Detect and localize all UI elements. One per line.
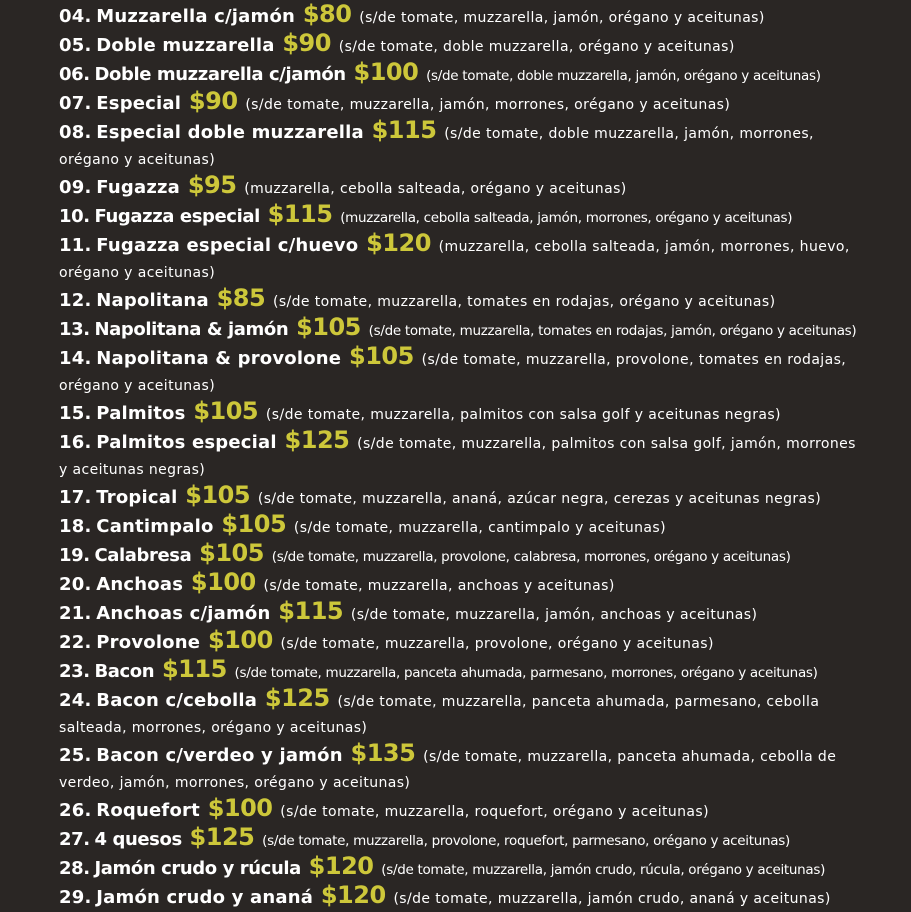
menu-item-price: $125	[284, 426, 350, 454]
menu-item-number: 23.	[59, 661, 90, 682]
menu-item-price: $105	[296, 313, 361, 341]
menu-item-name: Anchoas c/jamón	[96, 603, 271, 624]
menu-item-price: $100	[207, 794, 273, 822]
menu-item-price: $115	[371, 116, 437, 144]
menu-item-number: 12.	[59, 290, 92, 311]
menu-item-price: $115	[267, 200, 333, 228]
menu-item-name: Bacon c/cebolla	[96, 690, 258, 711]
menu-item-number: 13.	[59, 319, 90, 340]
menu-item-name: 4 quesos	[94, 829, 182, 850]
menu-item-price: $115	[161, 655, 227, 683]
menu-item-description: (s/de tomate, muzzarella, provolone, calabresa, morrones, orégano y aceitunas)	[271, 549, 791, 565]
menu-item-number: 05.	[59, 35, 92, 56]
menu-item-price: $120	[308, 852, 374, 880]
menu-item-number: 16.	[59, 432, 92, 453]
menu-item	[59, 173, 859, 202]
menu-item-name: Palmitos	[96, 403, 186, 424]
menu-item	[59, 796, 859, 825]
menu-item-name: Jamón crudo y rúcula	[94, 858, 301, 879]
menu-item-description: (s/de tomate, muzzarella, tomates en rodajas, orégano y aceitunas)	[272, 294, 776, 310]
menu-item-description: (s/de tomate, muzzarella, panceta ahumada, cebolla de verdeo, jamón, morrones, orégano y aceitunas)	[59, 749, 837, 791]
menu-item-description: (s/de tomate, muzzarella, tomates en rodajas, jamón, orégano y aceitunas)	[368, 323, 857, 339]
menu-item-name: Muzzarella c/jamón	[96, 6, 296, 27]
menu-item-number: 10.	[59, 206, 90, 227]
menu-item-number: 27.	[59, 829, 90, 850]
menu-item	[59, 570, 859, 599]
menu-item-name: Palmitos especial	[96, 432, 277, 453]
menu-item-name: Roquefort	[96, 800, 200, 821]
menu-item-price: $100	[207, 626, 273, 654]
menu-item-price: $120	[320, 881, 386, 909]
menu-item-name: Provolone	[96, 632, 201, 653]
menu-item-description: (muzzarella, cebolla salteada, jamón, morrones, orégano y aceitunas)	[340, 210, 793, 226]
menu-item-name: Bacon	[94, 661, 155, 682]
menu-item-name: Cantimpalo	[96, 516, 214, 537]
menu-item-description: (muzzarella, cebolla salteada, jamón, morrones, huevo, orégano y aceitunas)	[59, 239, 850, 281]
menu-item	[59, 231, 859, 286]
menu-item-name: Fugazza especial	[94, 206, 260, 227]
menu-item-price: $80	[302, 0, 352, 28]
menu-item-price: $105	[199, 539, 264, 567]
menu-item-description: (s/de tomate, muzzarella, panceta ahumada, parmesano, morrones, orégano y aceitunas)	[234, 665, 818, 681]
menu-item-price: $105	[349, 342, 414, 370]
menu-item-description: (s/de tomate, doble muzzarella, jamón, morrones, orégano y aceitunas)	[59, 126, 814, 168]
menu-item-number: 08.	[59, 122, 92, 143]
menu-item-description: (s/de tomate, doble muzzarella, jamón, orégano y aceitunas)	[426, 68, 821, 84]
menu-item-description: (s/de tomate, muzzarella, jamón crudo, ananá y aceitunas)	[393, 891, 831, 907]
menu-item-number: 04.	[59, 6, 92, 27]
menu-item	[59, 741, 859, 796]
menu-item-name: Napolitana	[96, 290, 209, 311]
menu-item	[59, 512, 859, 541]
menu-item-number: 21.	[59, 603, 92, 624]
menu-item-price: $105	[185, 481, 251, 509]
menu-item-name: Calabresa	[94, 545, 192, 566]
menu-item-price: $115	[278, 597, 344, 625]
menu-item-number: 26.	[59, 800, 92, 821]
menu-item	[59, 883, 859, 912]
menu-item-price: $90	[282, 29, 331, 57]
menu-item	[59, 202, 859, 231]
menu-item-name: Fugazza especial c/huevo	[96, 235, 359, 256]
menu-item-price: $120	[366, 229, 431, 257]
menu-item-name: Napolitana & provolone	[96, 348, 342, 369]
menu-item-price: $105	[221, 510, 287, 538]
pizza-menu-list	[59, 2, 859, 912]
menu-item-price: $125	[264, 684, 330, 712]
menu-item-price: $100	[190, 568, 256, 596]
menu-item-name: Jamón crudo y ananá	[96, 887, 314, 908]
menu-item-number: 14.	[59, 348, 92, 369]
menu-item-name: Doble muzzarella c/jamón	[94, 64, 346, 85]
menu-item-description: (s/de tomate, muzzarella, provolone, roquefort, parmesano, orégano y aceitunas)	[262, 833, 790, 849]
menu-item-number: 28.	[59, 858, 90, 879]
menu-item-description: (s/de tomate, muzzarella, jamón, morrones, orégano y aceitunas)	[245, 97, 731, 113]
menu-item-description: (s/de tomate, muzzarella, anchoas y aceitunas)	[263, 578, 615, 594]
menu-item-name: Especial doble muzzarella	[96, 122, 364, 143]
menu-item-name: Fugazza	[96, 177, 181, 198]
menu-item-description: (s/de tomate, muzzarella, provolone, tomates en rodajas, orégano y aceitunas)	[59, 352, 847, 394]
menu-item-number: 25.	[59, 745, 92, 766]
menu-item	[59, 657, 859, 686]
menu-item-price: $95	[187, 171, 237, 199]
menu-item	[59, 315, 859, 344]
menu-item	[59, 825, 859, 854]
menu-item-number: 06.	[59, 64, 90, 85]
menu-item-name: Napolitana & jamón	[94, 319, 289, 340]
menu-item-description: (s/de tomate, muzzarella, provolone, orégano y aceitunas)	[280, 636, 714, 652]
menu-item	[59, 286, 859, 315]
menu-item-number: 11.	[59, 235, 92, 256]
menu-item-number: 09.	[59, 177, 92, 198]
menu-item	[59, 541, 859, 570]
menu-item-description: (s/de tomate, doble muzzarella, orégano y aceitunas)	[338, 39, 735, 55]
menu-item	[59, 483, 859, 512]
menu-item-description: (s/de tomate, muzzarella, palmitos con salsa golf, jamón, morrones y aceitunas negras)	[59, 436, 856, 478]
menu-item-price: $125	[189, 823, 255, 851]
menu-item-price: $135	[350, 739, 416, 767]
menu-item	[59, 118, 859, 173]
menu-item	[59, 60, 859, 89]
menu-item-price: $85	[216, 284, 266, 312]
menu-item-name: Tropical	[96, 487, 178, 508]
menu-item-description: (s/de tomate, muzzarella, panceta ahumada, parmesano, cebolla salteada, morrones, orégano y aceitunas)	[59, 694, 820, 736]
menu-item-price: $90	[188, 87, 238, 115]
menu-item	[59, 31, 859, 60]
menu-item-price: $100	[353, 58, 419, 86]
menu-item-description: (s/de tomate, muzzarella, palmitos con salsa golf y aceitunas negras)	[265, 407, 781, 423]
menu-item	[59, 628, 859, 657]
menu-item	[59, 2, 859, 31]
menu-item	[59, 89, 859, 118]
menu-item-description: (s/de tomate, muzzarella, ananá, azúcar negra, cerezas y aceitunas negras)	[257, 491, 822, 507]
menu-item-number: 24.	[59, 690, 92, 711]
menu-item-description: (s/de tomate, muzzarella, roquefort, orégano y aceitunas)	[280, 804, 709, 820]
menu-item-description: (s/de tomate, muzzarella, jamón, orégano y aceitunas)	[359, 10, 765, 26]
menu-item-number: 19.	[59, 545, 90, 566]
menu-item-price: $105	[193, 397, 259, 425]
menu-item	[59, 399, 859, 428]
menu-item-name: Bacon c/verdeo y jamón	[96, 745, 343, 766]
menu-item-number: 29.	[59, 887, 92, 908]
menu-item	[59, 686, 859, 741]
menu-item-description: (s/de tomate, muzzarella, jamón, anchoas y aceitunas)	[350, 607, 758, 623]
menu-item-number: 07.	[59, 93, 92, 114]
menu-item-description: (s/de tomate, muzzarella, cantimpalo y aceitunas)	[293, 520, 666, 536]
menu-item-name: Anchoas	[96, 574, 184, 595]
menu-item-number: 18.	[59, 516, 92, 537]
menu-item-number: 20.	[59, 574, 92, 595]
menu-item-name: Doble muzzarella	[96, 35, 275, 56]
menu-item	[59, 854, 859, 883]
menu-item-name: Especial	[96, 93, 182, 114]
menu-item	[59, 599, 859, 628]
menu-item-number: 17.	[59, 487, 92, 508]
menu-item-number: 15.	[59, 403, 92, 424]
menu-item	[59, 344, 859, 399]
menu-item-description: (s/de tomate, muzzarella, jamón crudo, rúcula, orégano y aceitunas)	[381, 862, 826, 878]
menu-item-description: (muzzarella, cebolla salteada, orégano y aceitunas)	[244, 181, 627, 197]
menu-item-number: 22.	[59, 632, 92, 653]
menu-item	[59, 428, 859, 483]
